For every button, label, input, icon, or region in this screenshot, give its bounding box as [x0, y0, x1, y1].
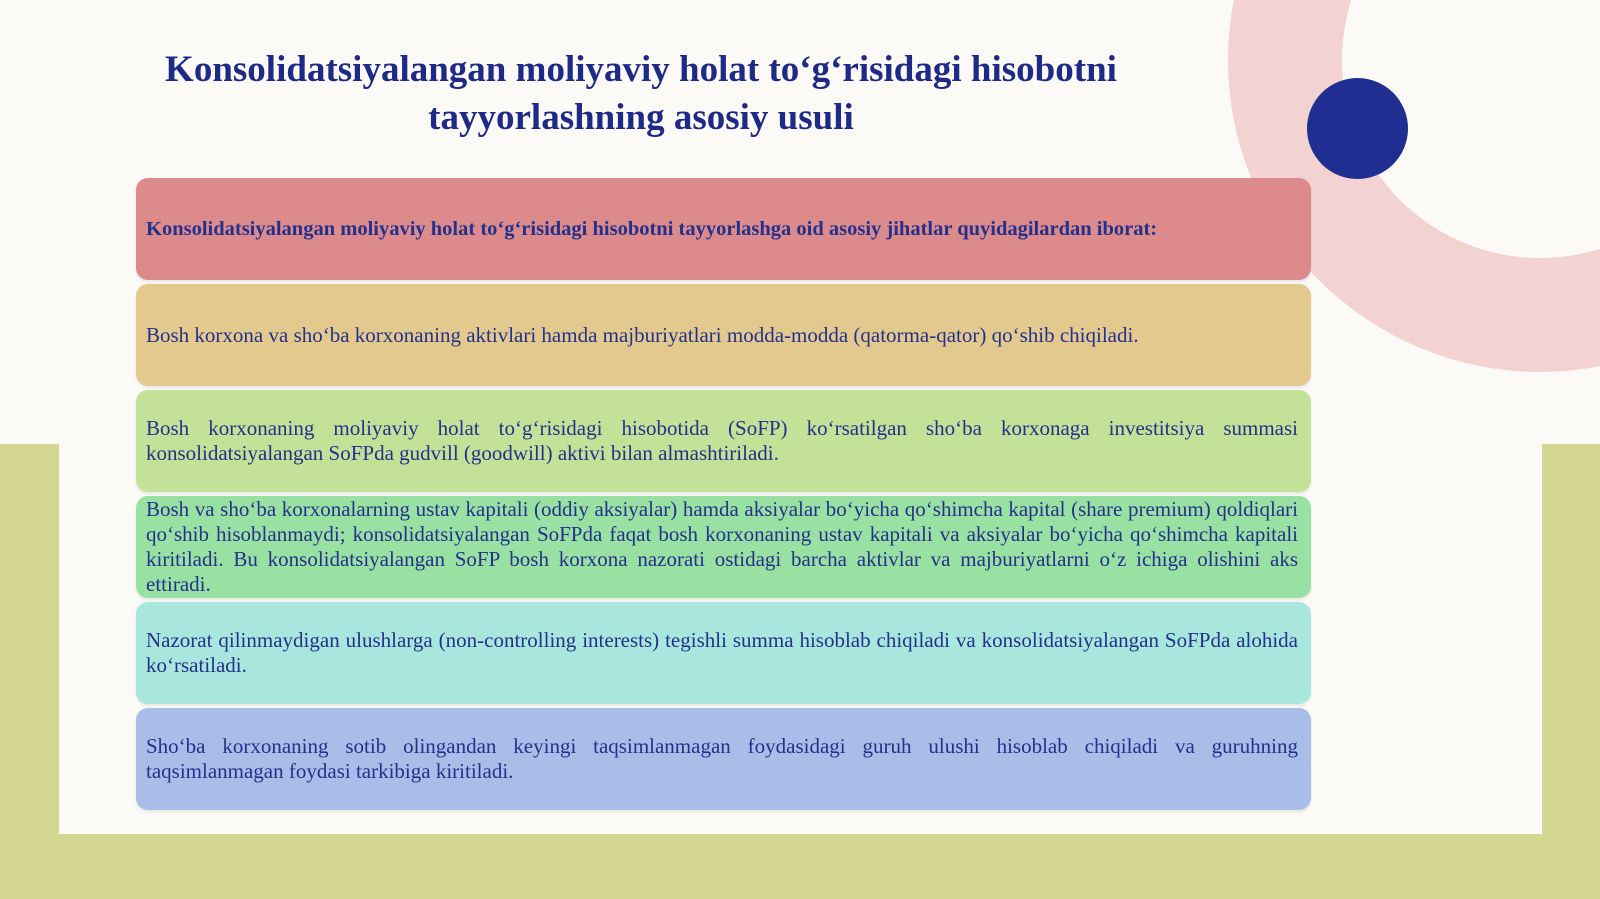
- point-box-text: Nazorat qilinmaydigan ulushlarga (non-controlling interests) tegishli summa hisoblab chiqiladi va konsolidatsiyalangan SoFPda alohida ko‘rsatiladi.: [146, 628, 1298, 677]
- point-box-3: [136, 496, 1311, 598]
- slide-title: [124, 46, 1158, 142]
- point-box-1: [136, 284, 1311, 386]
- slide-title-line-1: Konsolidatsiyalangan moliyaviy holat to‘g‘risidagi hisobotni: [165, 49, 1117, 90]
- point-box-text: Bosh va sho‘ba korxonalarning ustav kapitali (oddiy aksiyalar) hamda aksiyalar bo‘yicha qo‘shimcha kapital (share premium) qoldiqlari qo‘shib hisoblanmaydi; konsolidatsiyalangan SoFPda faqat bosh korxonaning ustav kapitali va aksiyalar bo‘yicha qo‘shimcha kapitali kiritiladi. Bu konsolidatsiyalangan SoFP bosh korxona nazorati ostidagi barcha aktivlar va majburiyatlarni o‘z ichiga olishini aks ettiradi.: [146, 497, 1298, 596]
- point-box-2: [136, 390, 1311, 492]
- slide-title-line-2: tayyorlashning asosiy usuli: [428, 97, 854, 138]
- decorative-dot: [1307, 78, 1408, 179]
- intro-box-text: Konsolidatsiyalangan moliyaviy holat to‘g‘risidagi hisobotni tayyorlashga oid asosiy jihatlar quyidagilardan iborat:: [146, 217, 1158, 240]
- point-box-text: Sho‘ba korxonaning sotib olingandan keyingi taqsimlanmagan foydasidagi guruh ulushi hisoblab chiqiladi va guruhning taqsimlanmagan foydasi tarkibiga kiritiladi.: [146, 734, 1298, 783]
- point-box-text: Bosh korxonaning moliyaviy holat to‘g‘risidagi hisobotida (SoFP) ko‘rsatilgan sho‘ba korxonaga investitsiya summasi konsolidatsiyalangan SoFPda gudvill (goodwill) aktivi bilan almashtiriladi.: [146, 416, 1298, 465]
- intro-box: [136, 178, 1311, 280]
- point-box-text: Bosh korxona va sho‘ba korxonaning aktivlari hamda majburiyatlari modda-modda (qatorma-qator) qo‘shib chiqiladi.: [146, 322, 1139, 347]
- point-box-4: [136, 602, 1311, 704]
- point-box-5: [136, 708, 1311, 810]
